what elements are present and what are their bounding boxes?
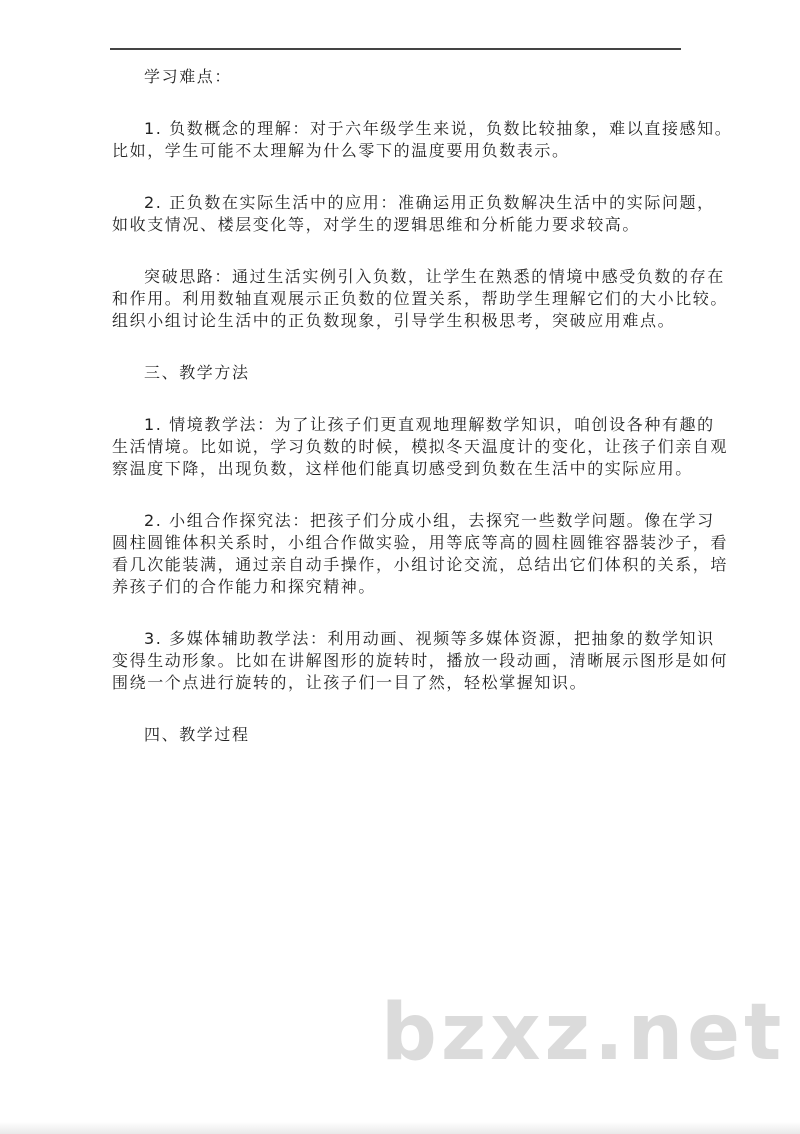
section-heading-teaching-process: 四、教学过程 <box>144 725 250 744</box>
heading-difficulties: 学习难点： <box>144 67 233 86</box>
site-watermark: bzxz.net <box>381 988 786 1078</box>
paragraph-line: 养孩子们的合作能力和探究精神。 <box>112 577 377 596</box>
paragraph-line: 2. 小组合作探究法：把孩子们分成小组，去探究一些数学问题。像在学习 <box>144 511 715 530</box>
paragraph-line: 围绕一个点进行旋转的，让孩子们一目了然，轻松掌握知识。 <box>112 673 588 692</box>
section-heading-teaching-methods: 三、教学方法 <box>144 363 250 382</box>
paragraph-line: 突破思路：通过生活实例引入负数，让学生在熟悉的情境中感受负数的存在 <box>144 267 725 286</box>
paragraph-line: 生活情境。比如说，学习负数的时候，模拟冬天温度计的变化，让孩子们亲自观 <box>112 437 729 456</box>
paragraph-line: 变得生动形象。比如在讲解图形的旋转时，播放一段动画，清晰展示图形是如何 <box>112 651 729 670</box>
difficulty-item-2 <box>112 192 715 236</box>
paragraph-line: 组织小组讨论生活中的正负数现象，引导学生积极思考，突破应用难点。 <box>112 311 676 330</box>
paragraph-line: 圆柱圆锥体积关系时，小组合作做实验，用等底等高的圆柱圆锥容器装沙子，看 <box>112 533 729 552</box>
paragraph-line: 3. 多媒体辅助教学法：利用动画、视频等多媒体资源，把抽象的数学知识 <box>144 629 715 648</box>
paragraph-line: 和作用。利用数轴直观展示正负数的位置关系，帮助学生理解它们的大小比较。 <box>112 289 729 308</box>
method-item-2 <box>112 510 729 598</box>
header-rule <box>110 48 681 50</box>
page-bottom-edge <box>0 1122 800 1134</box>
paragraph-line: 比如，学生可能不太理解为什么零下的温度要用负数表示。 <box>112 141 570 160</box>
paragraph-line: 1. 情境教学法：为了让孩子们更直观地理解数学知识，咱创设各种有趣的 <box>144 415 715 434</box>
method-item-1 <box>112 414 729 480</box>
difficulty-item-1 <box>112 118 733 162</box>
paragraph-line: 看几次能装满，通过亲自动手操作，小组讨论交流，总结出它们体积的关系，培 <box>112 555 729 574</box>
breakthrough-paragraph <box>112 266 729 332</box>
method-item-3 <box>112 628 729 694</box>
paragraph-line: 1. 负数概念的理解：对于六年级学生来说，负数比较抽象，难以直接感知。 <box>144 119 733 138</box>
paragraph-line: 2. 正负数在实际生活中的应用：准确运用正负数解决生活中的实际问题， <box>144 193 715 212</box>
paragraph-line: 如收支情况、楼层变化等，对学生的逻辑思维和分析能力要求较高。 <box>112 215 641 234</box>
paragraph-line: 察温度下降，出现负数，这样他们能真切感受到负数在生活中的实际应用。 <box>112 459 693 478</box>
document-body <box>112 66 733 746</box>
